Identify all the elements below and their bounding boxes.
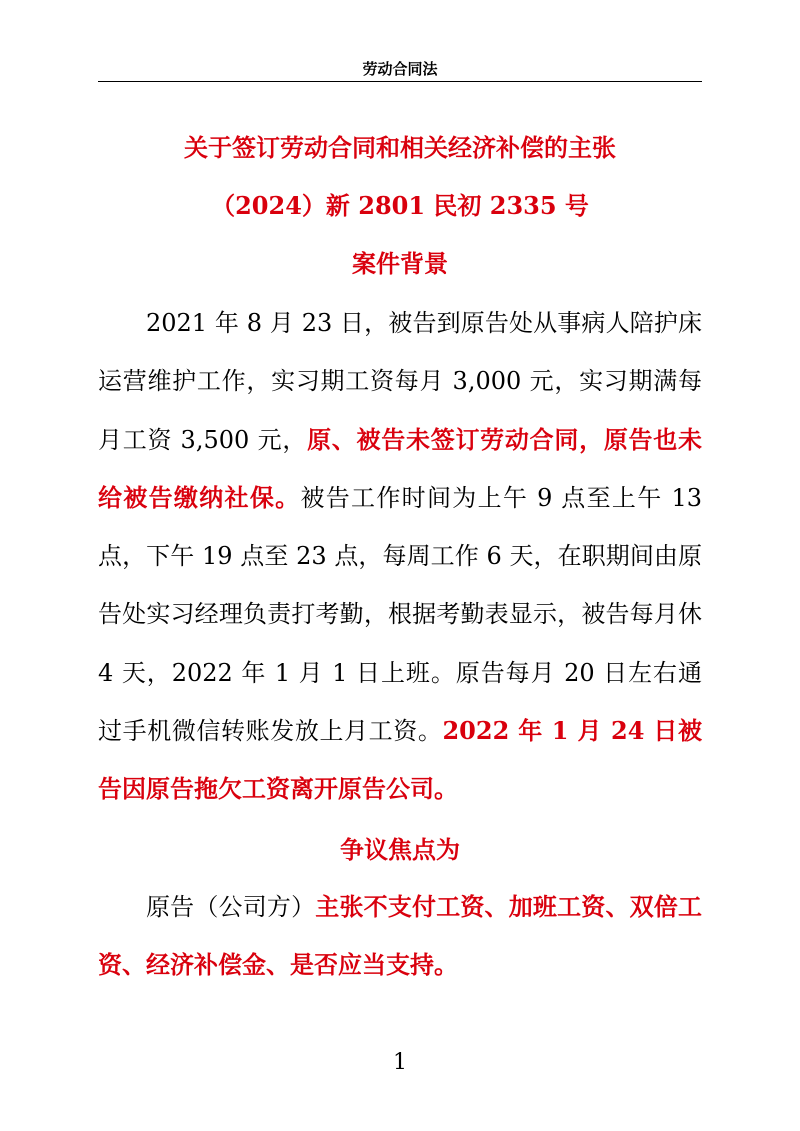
running-header: 劳动合同法 — [362, 60, 438, 78]
dispute-highlight-1: 主张不支付工资、加班工资、双倍工资、经济补偿金、是否应当支持。 — [98, 892, 703, 980]
section-heading-background: 案件背景 — [352, 249, 448, 278]
background-highlight-2: 2022 年 1 月 24 日被告因原告拖欠工资离开原告公司。 — [98, 716, 703, 804]
case-number: （2024）新 2801 民初 2335 号 — [211, 191, 589, 220]
dispute-text-1: 原告（公司方） — [146, 893, 316, 921]
section-heading-dispute: 争议焦点为 — [340, 835, 460, 864]
background-highlight-1: 原、被告未签订劳动合同，原告也未给被告缴纳社保。 — [98, 424, 703, 512]
header-divider — [98, 81, 702, 82]
dispute-paragraph — [98, 878, 702, 995]
background-text-1: 2021 年 8 月 23 日，被告到原告处从事病人陪护床运营维护工作，实习期工资每月 3,000 元，实习期满每月工资 3,500 元， — [98, 309, 702, 454]
document-title: 关于签订劳动合同和相关经济补偿的主张 — [184, 133, 616, 162]
background-paragraph — [98, 294, 702, 819]
background-text-2: 被告工作时间为上午 9 点至上午 13 点，下午 19 点至 23 点，每周工作 6 天，在职期间由原告处实习经理负责打考勤，根据考勤表显示，被告每月休 4 天，2022 年 1 月 1 日上班。原告每月 20 日左右通过手机微信转账发放上月工资。 — [98, 483, 702, 746]
page-number: 1 — [393, 1050, 407, 1075]
